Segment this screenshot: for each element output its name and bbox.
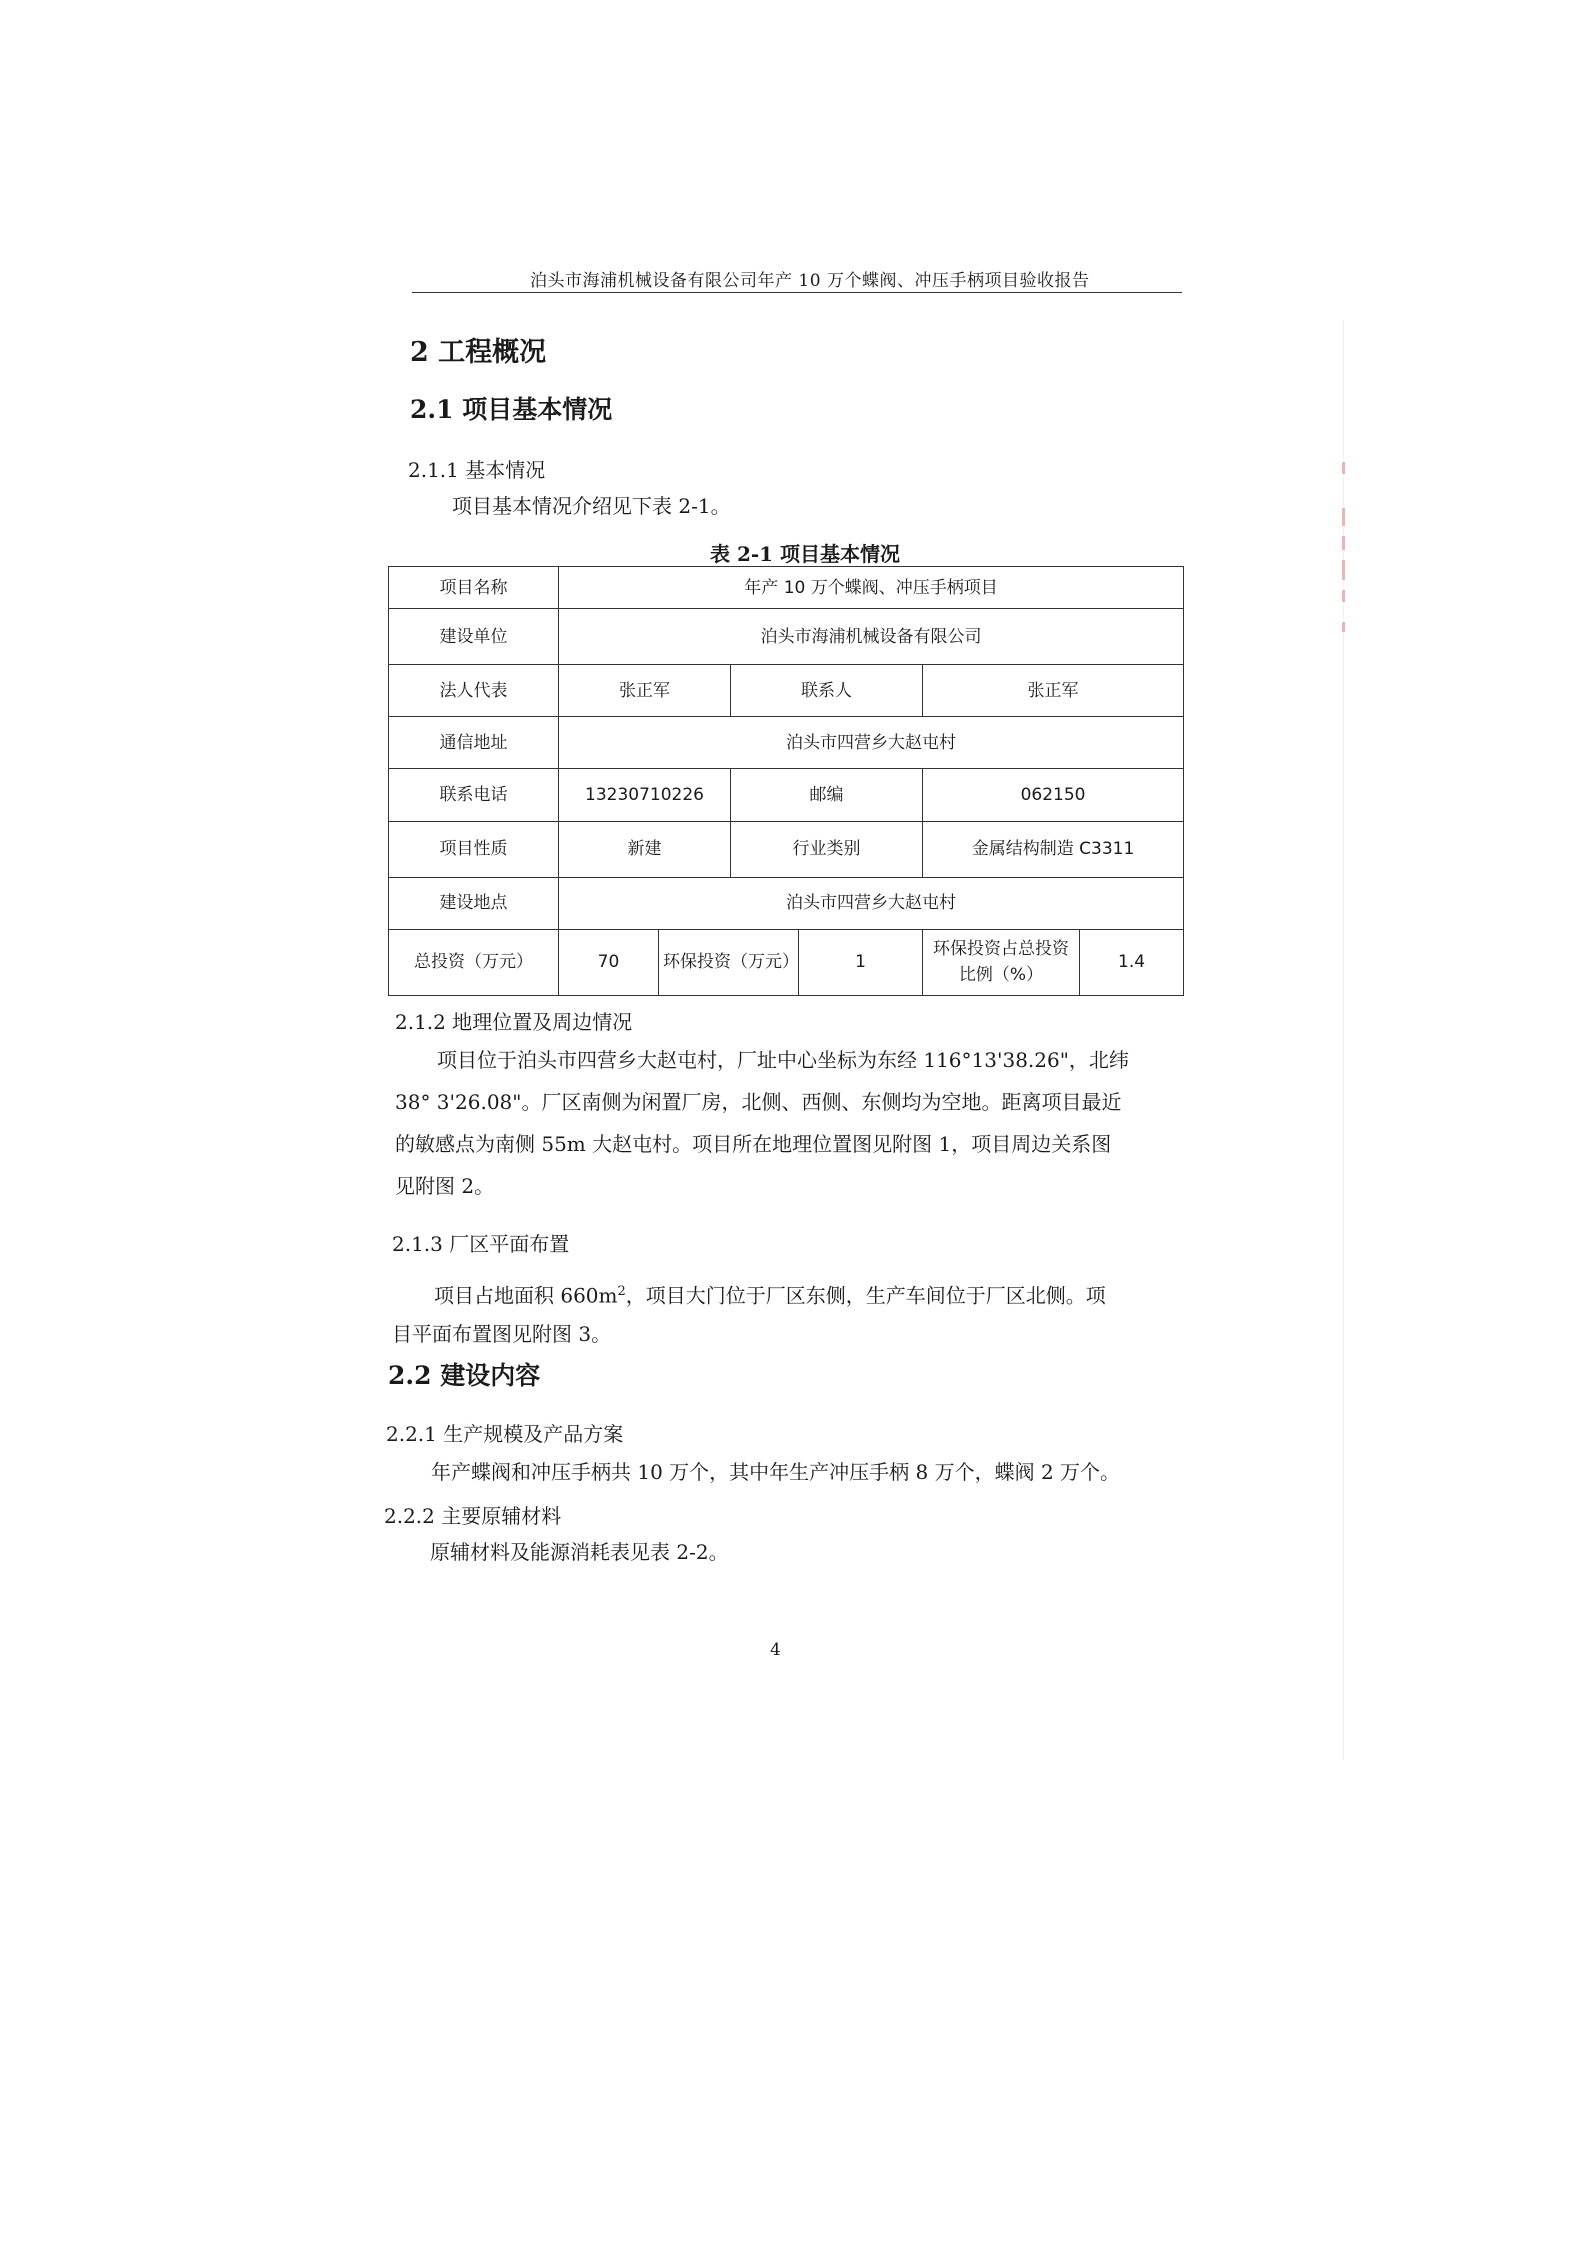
table-cell: 通信地址 xyxy=(389,717,559,769)
table-cell: 联系电话 xyxy=(389,769,559,821)
paragraph-line: 见附图 2。 xyxy=(395,1174,495,1198)
table-cell: 总投资（万元） xyxy=(389,929,559,995)
table-row xyxy=(389,609,1184,665)
table-cell: 邮编 xyxy=(731,769,923,821)
table-row xyxy=(389,567,1184,609)
table-row xyxy=(389,769,1184,821)
table-row xyxy=(389,821,1184,877)
table-cell: 新建 xyxy=(559,821,731,877)
paragraph-line: 的敏感点为南侧 55m 大赵屯村。项目所在地理位置图见附图 1，项目周边关系图 xyxy=(395,1132,1112,1156)
table-cell: 13230710226 xyxy=(559,769,731,821)
paragraph-line: 项目位于泊头市四营乡大赵屯村，厂址中心坐标为东经 116°13'38.26"，北纬 xyxy=(437,1048,1129,1072)
table-cell: 1 xyxy=(799,929,923,995)
project-basic-info-table xyxy=(388,566,1184,996)
area-text: 项目占地面积 660m xyxy=(434,1283,618,1308)
scan-mark xyxy=(1342,536,1345,550)
scan-mark xyxy=(1342,462,1345,474)
table-cell: 项目性质 xyxy=(389,821,559,877)
section-2-1-2-title: 2.1.2 地理位置及周边情况 xyxy=(395,1010,633,1034)
table-row xyxy=(389,929,1184,995)
section-2-2-2-title: 2.2.2 主要原辅材料 xyxy=(384,1504,562,1528)
table-cell: 建设单位 xyxy=(389,609,559,665)
table-cell: 062150 xyxy=(923,769,1184,821)
section-2-1-1-title: 2.1.1 基本情况 xyxy=(408,458,546,482)
table-cell: 张正军 xyxy=(559,665,731,717)
table-row xyxy=(389,877,1184,929)
header-rule xyxy=(412,292,1182,293)
table-cell: 1.4 xyxy=(1080,929,1184,995)
page-number: 4 xyxy=(770,1640,781,1660)
table-row xyxy=(389,665,1184,717)
scan-mark xyxy=(1342,508,1345,526)
section-2-1-title: 2.1 项目基本情况 xyxy=(410,395,613,424)
running-header: 泊头市海浦机械设备有限公司年产 10 万个蝶阀、冲压手柄项目验收报告 xyxy=(530,271,1090,291)
table-caption: 表 2-1 项目基本情况 xyxy=(710,542,901,566)
layout-text: ，项目大门位于厂区东侧，生产车间位于厂区北侧。项 xyxy=(625,1283,1106,1308)
table-cell: 环保投资占总投资比例（%） xyxy=(923,929,1080,995)
table-intro-text: 项目基本情况介绍见下表 2-1。 xyxy=(452,494,731,518)
section-2-title: 2 工程概况 xyxy=(410,337,547,368)
table-cell: 泊头市海浦机械设备有限公司 xyxy=(559,609,1184,665)
table-cell: 泊头市四营乡大赵屯村 xyxy=(559,717,1184,769)
paragraph-line: 年产蝶阀和冲压手柄共 10 万个，其中年生产冲压手柄 8 万个，蝶阀 2 万个。 xyxy=(431,1460,1121,1484)
scan-mark xyxy=(1342,560,1345,580)
scan-mark xyxy=(1342,622,1345,632)
paragraph-line: 目平面布置图见附图 3。 xyxy=(392,1322,612,1346)
table-cell: 法人代表 xyxy=(389,665,559,717)
paragraph-line: 原辅材料及能源消耗表见表 2-2。 xyxy=(430,1540,729,1564)
paragraph-line: 38° 3'26.08"。厂区南侧为闲置厂房，北侧、西侧、东侧均为空地。距离项目最近 xyxy=(395,1090,1122,1114)
table-cell: 联系人 xyxy=(731,665,923,717)
table-cell: 项目名称 xyxy=(389,567,559,609)
table-cell: 张正军 xyxy=(923,665,1184,717)
table-cell: 环保投资（万元） xyxy=(659,929,799,995)
table-cell: 70 xyxy=(559,929,659,995)
section-2-1-3-title: 2.1.3 厂区平面布置 xyxy=(392,1232,570,1256)
table-cell: 行业类别 xyxy=(731,821,923,877)
table-cell: 年产 10 万个蝶阀、冲压手柄项目 xyxy=(559,567,1184,609)
table-row xyxy=(389,717,1184,769)
table-cell: 建设地点 xyxy=(389,877,559,929)
paragraph-line xyxy=(434,1272,1106,1316)
area-unit-superscript: 2 xyxy=(617,1284,626,1299)
scan-mark xyxy=(1342,590,1345,602)
section-2-2-1-title: 2.2.1 生产规模及产品方案 xyxy=(386,1422,624,1446)
table-cell: 金属结构制造 C3311 xyxy=(923,821,1184,877)
table-cell: 泊头市四营乡大赵屯村 xyxy=(559,877,1184,929)
section-2-2-title: 2.2 建设内容 xyxy=(388,1361,541,1390)
